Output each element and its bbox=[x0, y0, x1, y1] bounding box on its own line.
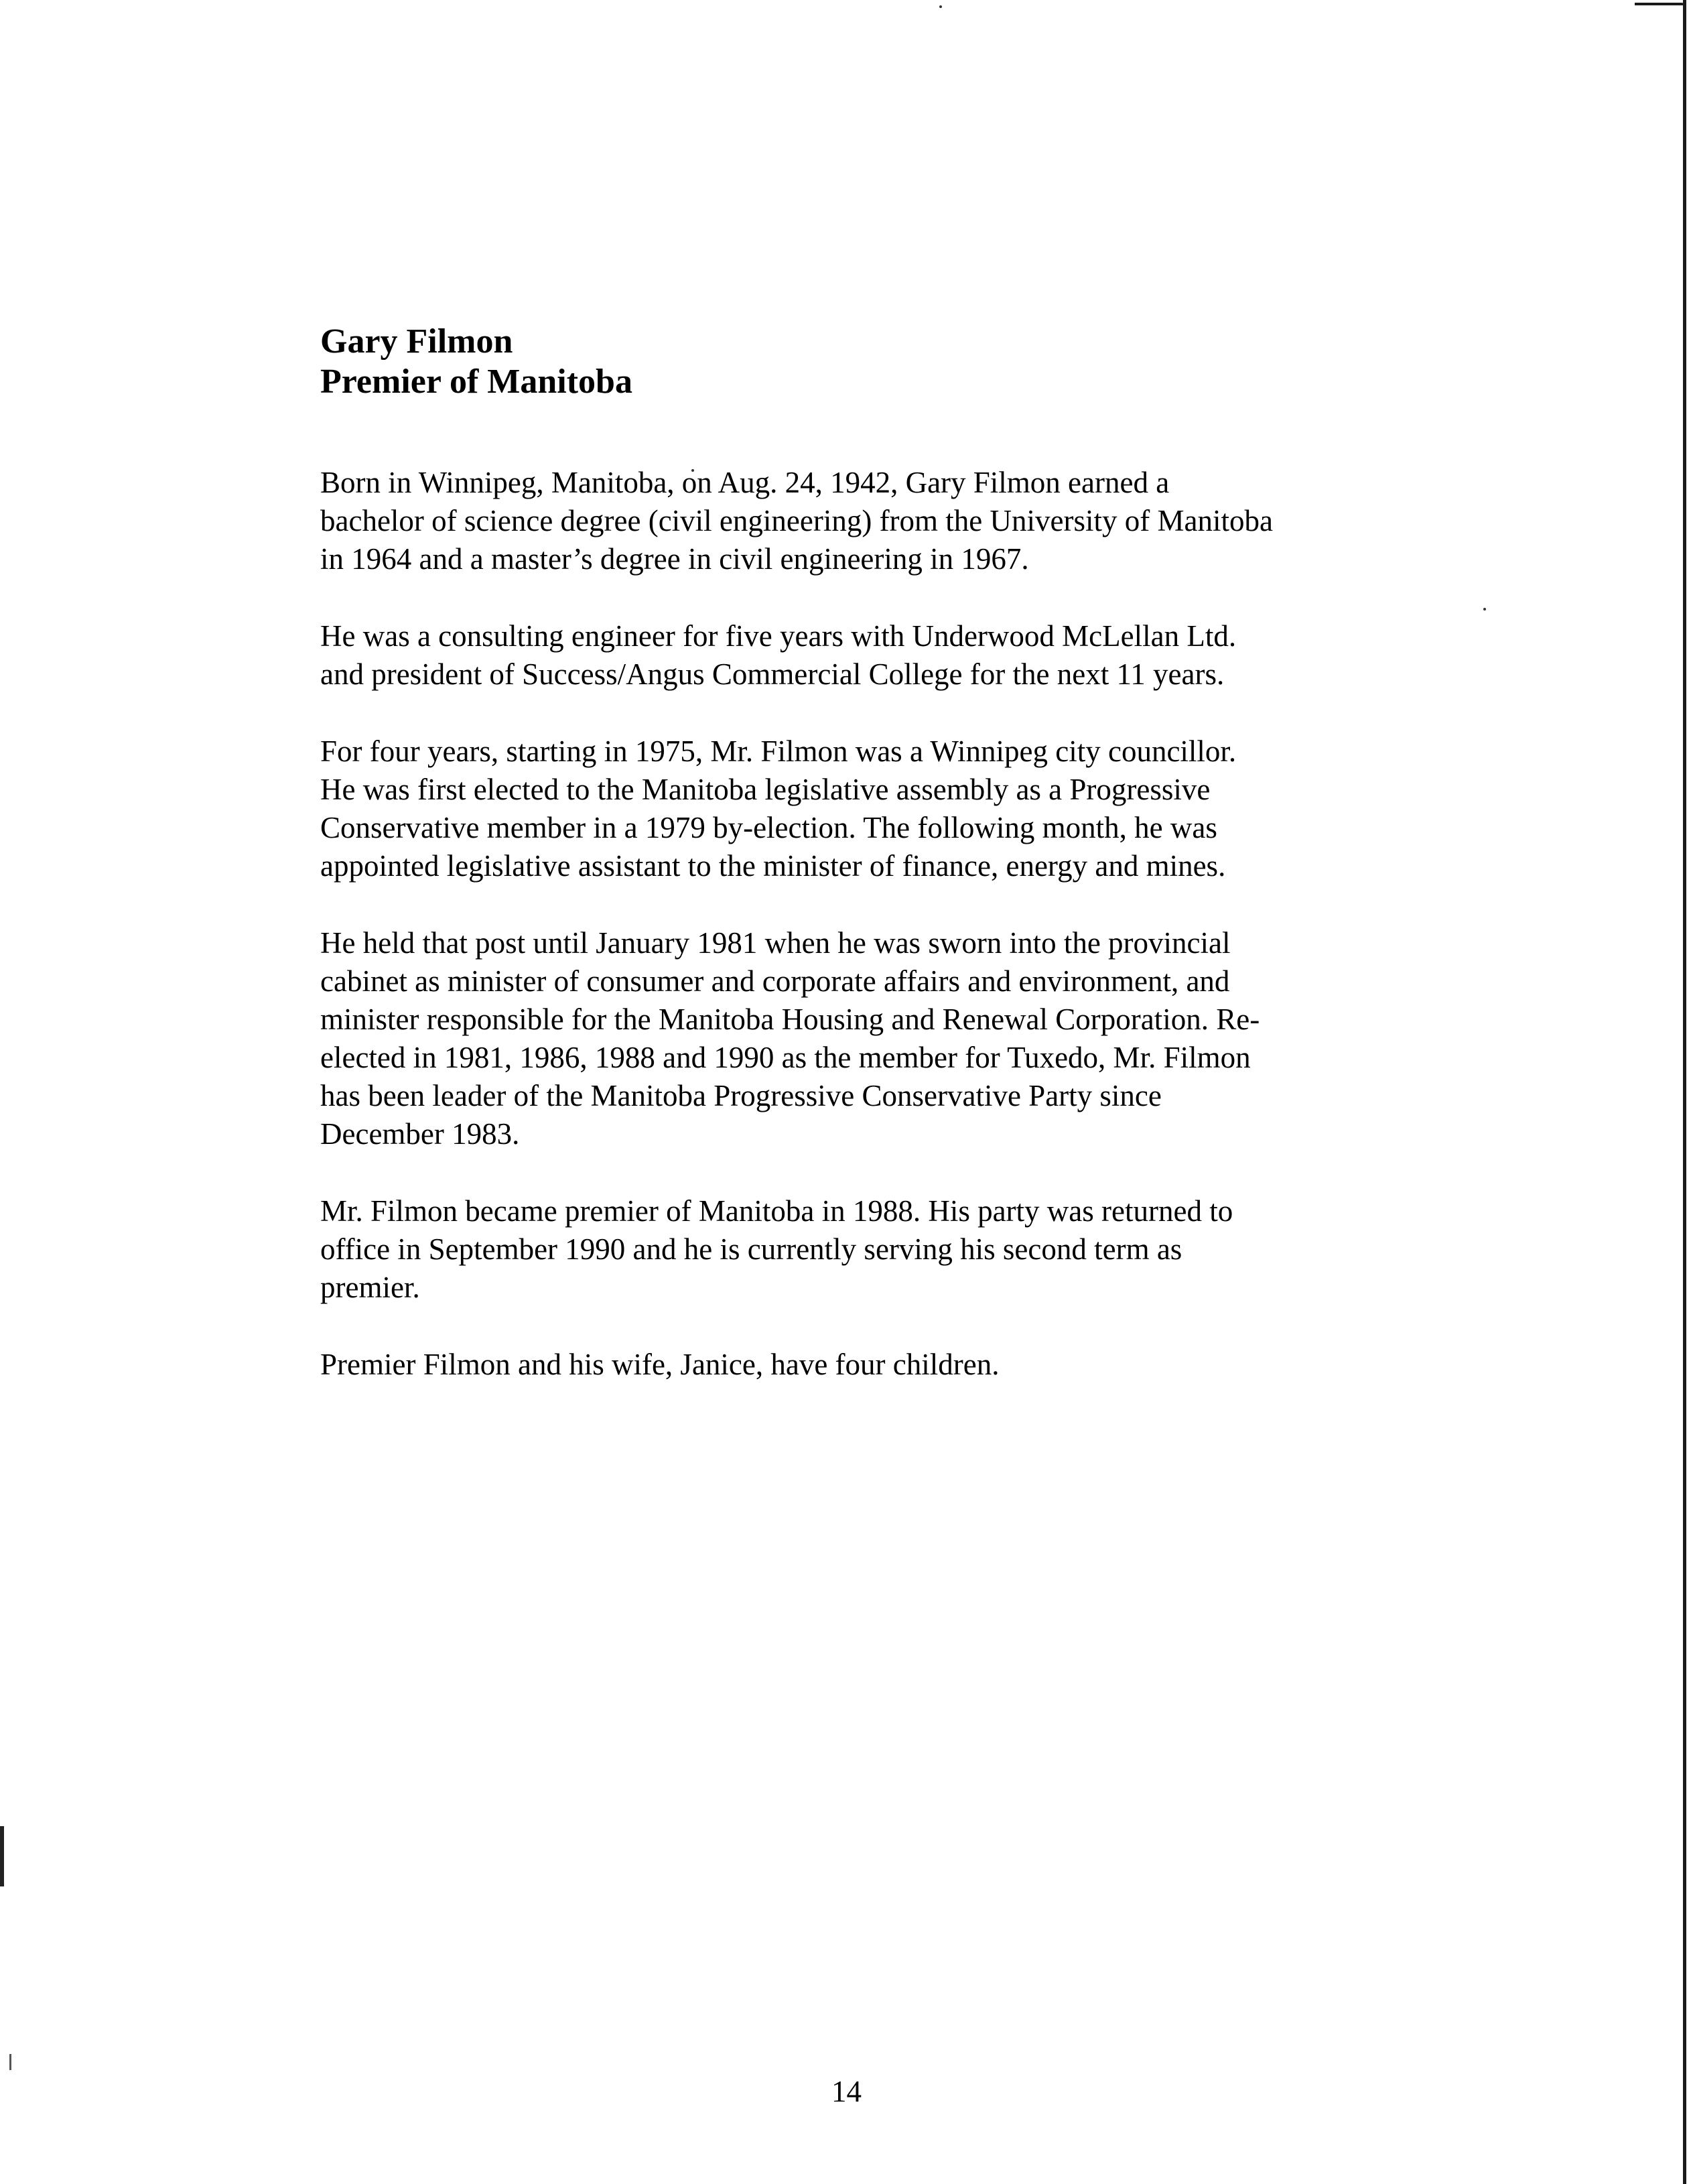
paragraph-family: Premier Filmon and his wife, Janice, have four children. bbox=[320, 1348, 1000, 1381]
scan-edge-right bbox=[1683, 0, 1686, 2184]
document-title: Gary Filmon bbox=[320, 322, 513, 361]
paragraph-career: He was a consulting engineer for five years with Underwood McLellan Ltd. and president of Success/Angus Commercial College for the next 11 years. bbox=[320, 619, 1237, 691]
document-subtitle: Premier of Manitoba bbox=[320, 363, 632, 401]
scan-edge-top bbox=[1635, 3, 1684, 5]
scan-speck bbox=[939, 5, 942, 8]
paragraph-political-start: For four years, starting in 1975, Mr. Filmon was a Winnipeg city councillor. He was first elected to the Manitoba legislative assembly as a Progressive Conservative member in a 1979 by-election. The following month, he was appointed legislative assistant to the minister of finance, energy and mines. bbox=[320, 734, 1237, 883]
scan-edge-mark bbox=[0, 1826, 4, 1886]
scan-speck bbox=[1483, 608, 1486, 611]
paragraph-early-life: Born in Winnipeg, Manitoba, on Aug. 24, 1942, Gary Filmon earned a bachelor of science degree (civil engineering) from the University of Manitoba in 1964 and a master’s degree in civil engineering in 1967. bbox=[320, 466, 1273, 576]
page-number: 14 bbox=[831, 2075, 862, 2108]
scan-edge-mark bbox=[9, 2054, 11, 2070]
document-body bbox=[320, 322, 1459, 1423]
paragraph-cabinet: He held that post until January 1981 when he was sworn into the provincial cabinet as minister of consumer and corporate affairs and environment, and minister responsible for the Manitoba Housing and Renewal Corporation. Re- elected in 1981, 1986, 1988 and 1990 as the member for Tuxedo, Mr. Filmon has been leader of the Manitoba Progressive Conservative Party since December 1983. bbox=[320, 926, 1260, 1151]
paragraph-premier: Mr. Filmon became premier of Manitoba in 1988. His party was returned to office in September 1990 and he is currently serving his second term as premier. bbox=[320, 1194, 1233, 1304]
biography-text bbox=[320, 464, 1459, 1384]
